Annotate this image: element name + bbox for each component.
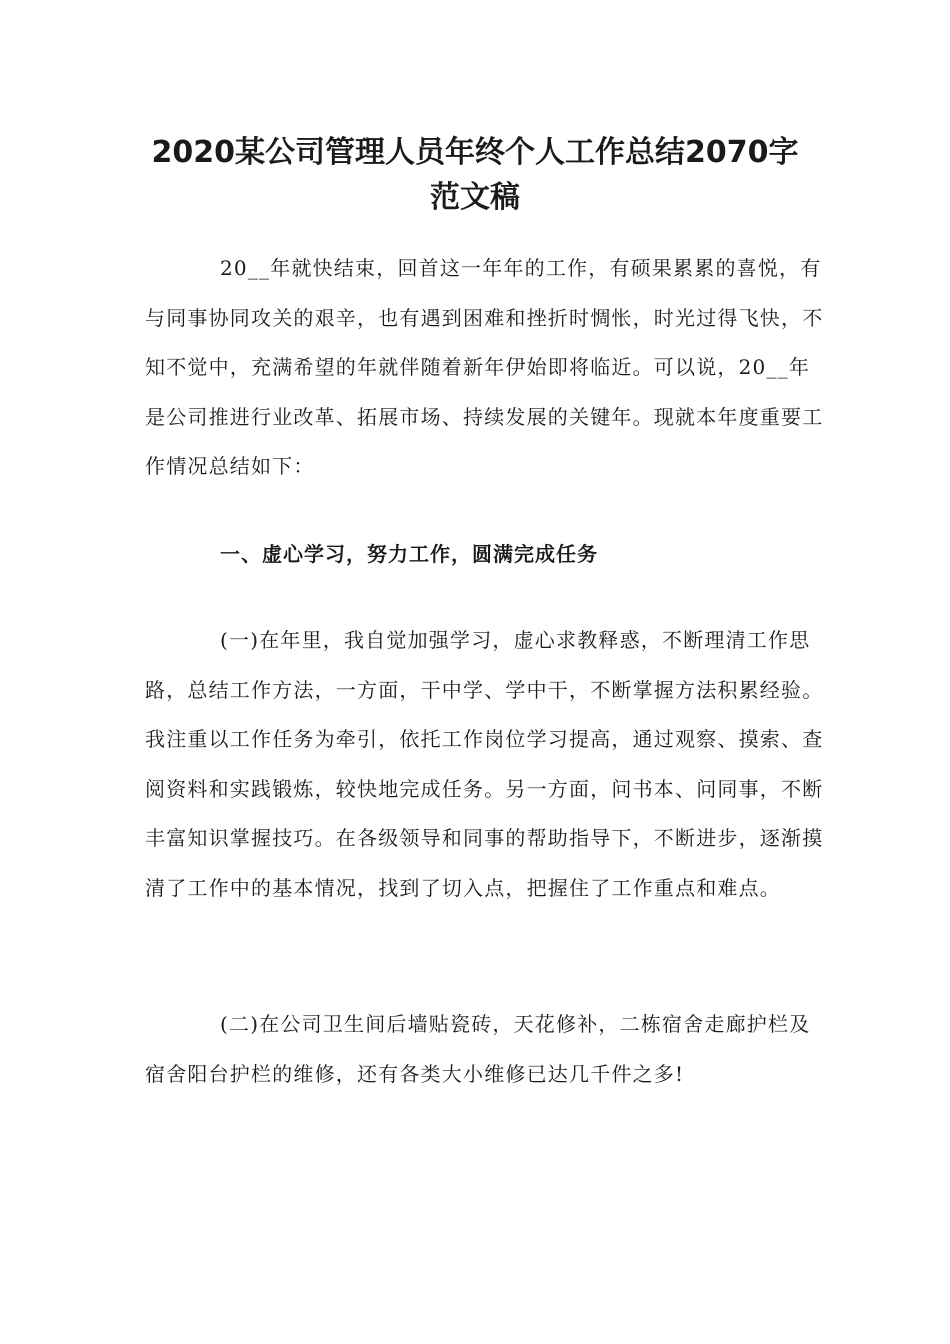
document-title <box>120 130 830 220</box>
title-line-1: 2020某公司管理人员年终个人工作总结2070字 <box>151 135 799 170</box>
paragraph-item-2: (二)在公司卫生间后墙贴瓷砖，天花修补，二栋宿舍走廊护栏及宿舍阳台护栏的维修，还有各类大小维修已达几千件之多! <box>145 1012 811 1086</box>
paragraph-item-1: (一)在年里，我自觉加强学习，虚心求教释惑，不断理清工作思路，总结工作方法，一方面，干中学、学中干，不断掌握方法积累经验。我注重以工作任务为牵引，依托工作岗位学习提高，通过观察、摸索、查阅资料和实践锻炼，较快地完成任务。另一方面，问书本、问同事，不断丰富知识掌握技巧。在各级领导和同事的帮助指导下，不断进步，逐渐摸清了工作中的基本情况，找到了切入点，把握住了工作重点和难点。 <box>145 628 824 900</box>
title-line-2: 范文稿 <box>430 180 520 215</box>
section-heading-1: 一、虚心学习，努力工作，圆满完成任务 <box>220 542 598 566</box>
intro-paragraph: 20__年就快结束，回首这一年年的工作，有硕果累累的喜悦，有与同事协同攻关的艰辛，也有遇到困难和挫折时惆怅，时光过得飞快，不知不觉中，充满希望的年就伴随着新年伊始即将临近。可以说，20__年是公司推进行业改革、拓展市场、持续发展的关键年。现就本年度重要工作情况总结如下： <box>145 256 824 478</box>
